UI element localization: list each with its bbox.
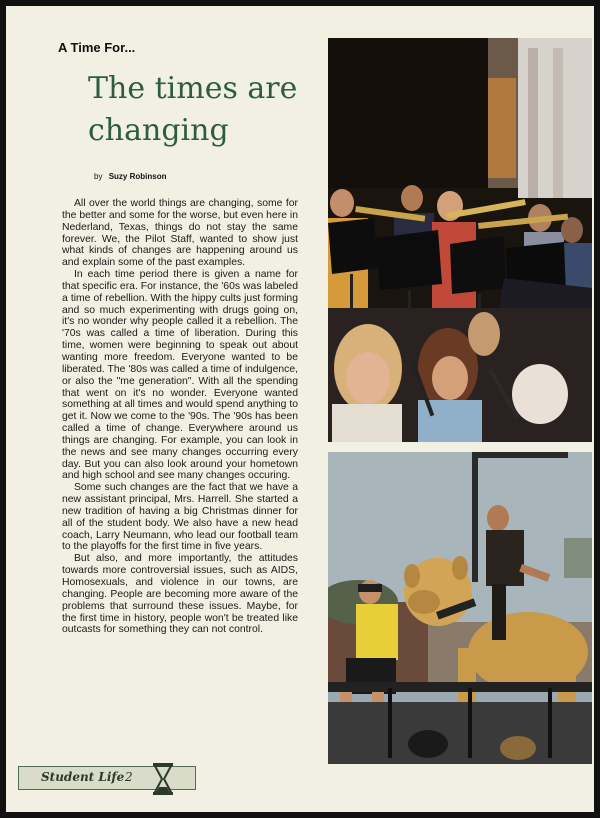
yearbook-page	[6, 6, 594, 812]
article-paragraph: All over the world things are changing, some for the better and some for the worse, but even here in Nederland, Texas, things do not stay the same forever. We, the Pilot Staff, wanted to show just what kinds of changes are happening around us and explain some of the past examples.	[62, 198, 298, 269]
article-paragraph: In each time period there is given a name for that specific era. For instance, the '60s was labeled a time of rebellion. With the hippy cults just forming and so much experimenting with drugs going on, it's no wonder why people called it a rebellion. The '70s was called a time of liberation. During this time, women were beginning to speak out about wanting more freedom. Everyone wanted to be liberated. The '80s was called a time of indulgence, or also the "me generation". With all the spending that went on it's no wonder. Everyone wanted something at all times and would spend anything to get it. Now we come to the '90s. The '90s has been called a time of change. Everywhere around us things are changing. For example, you can look in the news and see many changes occurring every day. But you can also look around your hometown and high school and see many changes occuring.	[62, 269, 298, 482]
article-body	[62, 198, 298, 636]
hourglass-icon	[151, 763, 175, 800]
byline-author: Suzy Robinson	[108, 172, 167, 181]
page-footer	[18, 766, 196, 790]
page-number: 2	[125, 770, 133, 784]
byline	[94, 172, 166, 181]
band-photo	[328, 38, 592, 442]
article-paragraph: Some such changes are the fact that we have a new assistant principal, Mrs. Harrell. She started a new tradition of having a big Christmas dinner for all of the student body. We also have a new head coach, Larry Neumann, who lead our football team to the playoffs for the first time in five years.	[62, 482, 298, 553]
byline-prefix: by	[94, 172, 103, 181]
parade-float-photo	[328, 452, 592, 764]
article-paragraph: But also, and more importantly, the attitudes towards more controversial issues, such as AIDS, Homosexuals, and violence in our towns, are changing. People are becoming more aware of the problems that surround these issues. Maybe, for the first time in history, people won't be treated like outcasts for something they can not control.	[62, 553, 298, 636]
article-title: The times are changing	[88, 71, 298, 148]
section-label: Student Life	[41, 770, 125, 784]
section-kicker: A Time For...	[58, 40, 136, 55]
